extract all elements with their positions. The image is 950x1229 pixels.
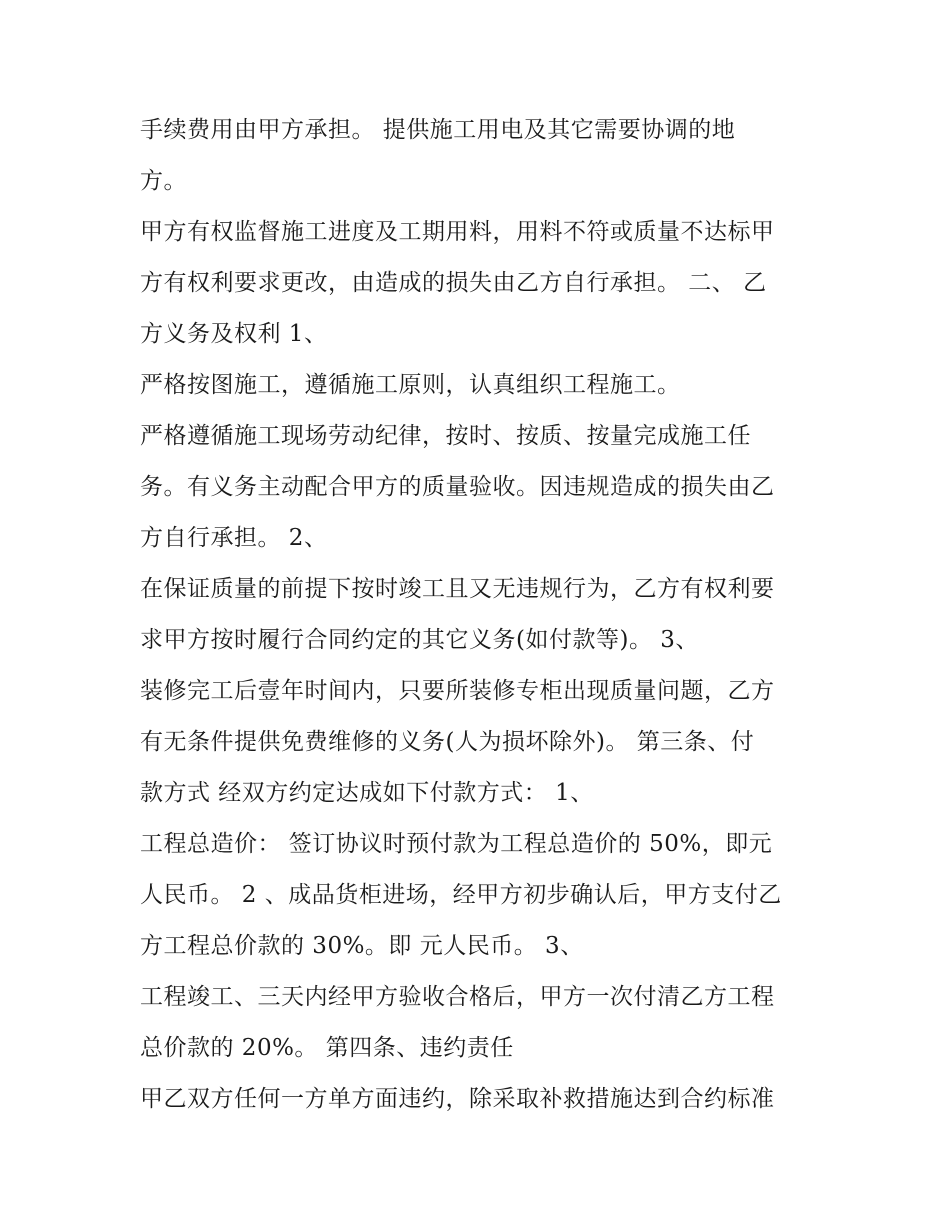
text-line: 务。有义务主动配合甲方的质量验收。因违规造成的损失由乙	[140, 474, 775, 500]
text-line: 甲乙双方任何一方单方面违约，除采取补救措施达到合约标准	[140, 1086, 775, 1112]
text-line: 甲方有权监督施工进度及工期用料，用料不符或质量不达标甲	[140, 219, 775, 245]
text-line: 严格按图施工，遵循施工原则，认真组织工程施工。	[140, 372, 681, 398]
text-line: 款方式 经双方约定达成如下付款方式： 1、	[140, 780, 594, 806]
text-line: 方工程总价款的 30%。即 元人民币。 3、	[140, 933, 584, 959]
text-line: 装修完工后壹年时间内，只要所装修专柜出现质量问题，乙方	[140, 678, 775, 704]
text-line: 手续费用由甲方承担。 提供施工用电及其它需要协调的地	[140, 117, 736, 143]
text-line: 方。	[140, 168, 187, 194]
text-line: 有无条件提供免费维修的义务(人为损坏除外)。 第三条、付	[140, 729, 755, 755]
text-line: 严格遵循施工现场劳动纪律，按时、按质、按量完成施工任	[140, 423, 751, 449]
contract-text-body	[140, 105, 830, 1125]
text-line: 求甲方按时履行合同约定的其它义务(如付款等)。 3、	[140, 627, 699, 653]
text-line: 工程竣工、三天内经甲方验收合格后，甲方一次付清乙方工程	[140, 984, 775, 1010]
text-line: 在保证质量的前提下按时竣工且又无违规行为，乙方有权利要	[140, 576, 775, 602]
text-line: 工程总造价： 签订协议时预付款为工程总造价的 50%，即元	[140, 831, 773, 857]
text-line: 方自行承担。 2、	[140, 525, 328, 551]
text-line: 总价款的 20%。 第四条、违约责任	[140, 1035, 514, 1061]
text-line: 方义务及权利 1、	[140, 321, 328, 347]
text-line: 人民币。 2 、成品货柜进场，经甲方初步确认后，甲方支付乙	[140, 882, 782, 908]
text-line: 方有权利要求更改，由造成的损失由乙方自行承担。 二、 乙	[140, 270, 767, 296]
